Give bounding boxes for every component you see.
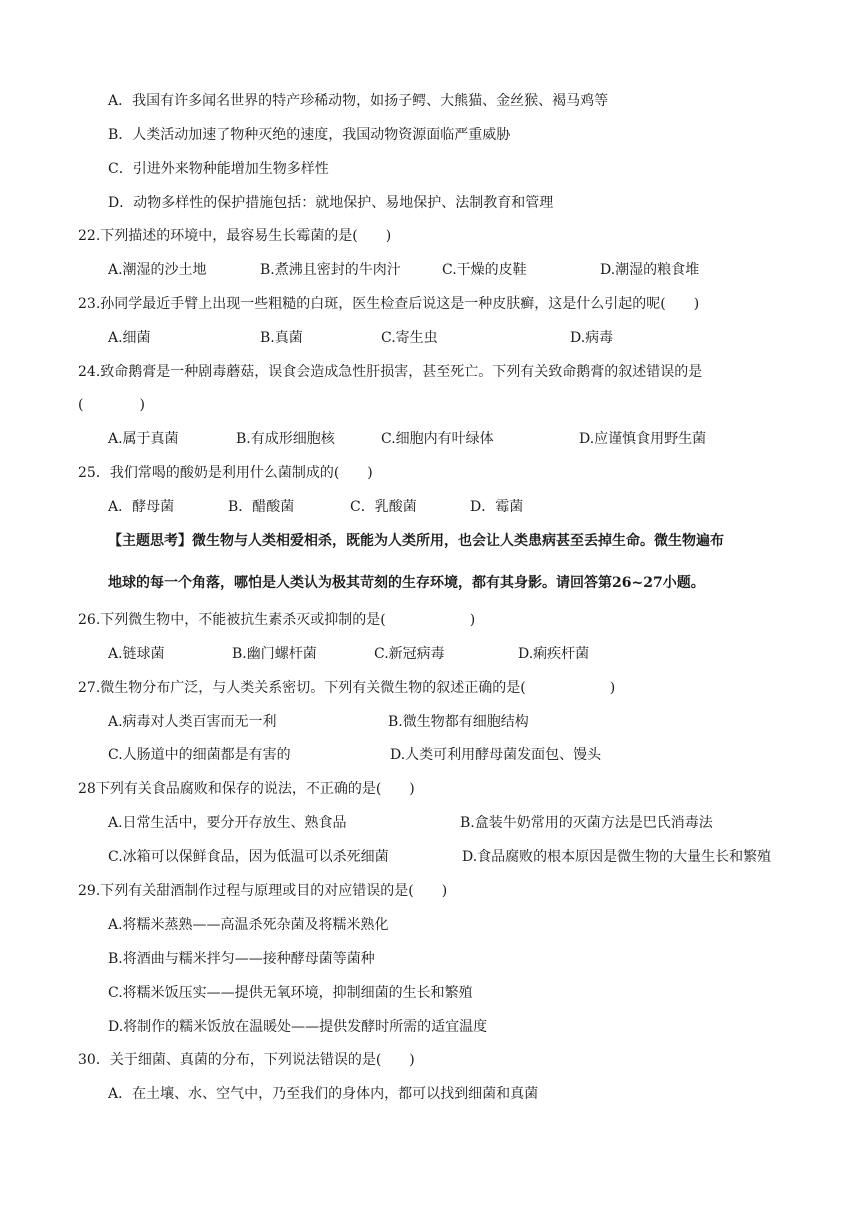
question-24-stem-cont: ( ) (78, 397, 145, 413)
option-25-a: A．酵母菌 (108, 499, 175, 515)
option-30-a: A．在土壤、水、空气中，乃至我们的身体内，都可以找到细菌和真菌 (108, 1086, 539, 1102)
option-22-c: C.干燥的皮鞋 (442, 262, 527, 278)
question-30-stem: 30．关于细菌、真菌的分布，下列说法错误的是( ) (78, 1052, 415, 1068)
option-28-b: B.盒装牛奶常用的灭菌方法是巴氏消毒法 (460, 815, 713, 831)
option-27-a: A.病毒对人类百害而无一利 (108, 714, 277, 730)
option-24-c: C.细胞内有叶绿体 (381, 431, 494, 447)
question-29-stem: 29.下列有关甜酒制作过程与原理或目的对应错误的是( ) (78, 883, 448, 899)
question-26-stem: 26.下列微生物中，不能被抗生素杀灭或抑制的是( ) (78, 612, 476, 628)
option-24-b: B.有成形细胞核 (236, 431, 335, 447)
option-28-a: A.日常生活中，要分开存放生、熟食品 (108, 815, 347, 831)
option-25-b: B．醋酸菌 (228, 499, 295, 515)
option-27-b: B.微生物都有细胞结构 (388, 714, 529, 730)
question-23-stem: 23.孙同学最近手臂上出现一些粗糙的白斑，医生检查后说这是一种皮肤癣，这是什么引起的呢( ) (78, 296, 700, 312)
option-26-c: C.新冠病毒 (374, 646, 445, 662)
option-26-b: B.幽门螺杆菌 (232, 646, 317, 662)
option-21-a: A．我国有许多闻名世界的特产珍稀动物，如扬子鳄、大熊猫、金丝猴、褐马鸡等 (108, 93, 609, 109)
option-27-c: C.人肠道中的细菌都是有害的 (108, 747, 291, 763)
option-29-d: D.将制作的糯米饭放在温暖处——提供发酵时所需的适宜温度 (108, 1019, 488, 1035)
question-25-stem: 25．我们常喝的酸奶是利用什么菌制成的( ) (78, 465, 373, 481)
option-26-d: D.痢疾杆菌 (518, 646, 590, 662)
option-22-b: B.煮沸且密封的牛肉汁 (260, 262, 401, 278)
option-21-b: B．人类活动加速了物种灭绝的速度，我国动物资源面临严重威胁 (108, 127, 511, 143)
theme-paragraph-line1: 【主题思考】微生物与人类相爱相杀，既能为人类所用，也会让人类患病甚至丢掉生命。微生物遍布 (108, 533, 724, 549)
option-23-c: C.寄生虫 (381, 330, 438, 346)
question-27-stem: 27.微生物分布广泛，与人类关系密切。下列有关微生物的叙述正确的是( ) (78, 680, 616, 696)
question-22-stem: 22.下列描述的环境中，最容易生长霉菌的是( ) (78, 228, 392, 244)
option-21-c: C．引进外来物种能增加生物多样性 (108, 161, 329, 177)
option-28-d: D.食品腐败的根本原因是微生物的大量生长和繁殖 (462, 849, 772, 865)
option-24-d: D.应谨慎食用野生菌 (579, 431, 707, 447)
option-29-a: A.将糯米蒸熟——高温杀死杂菌及将糯米熟化 (108, 917, 389, 933)
theme-paragraph-line2: 地球的每一个角落，哪怕是人类认为极其苛刻的生存环境，都有其身影。请回答第26~27小题。 (108, 575, 705, 591)
question-28-stem: 28下列有关食品腐败和保存的说法，不正确的是( ) (78, 781, 415, 797)
option-25-d: D．霉菌 (470, 499, 524, 515)
option-24-a: A.属于真菌 (108, 431, 179, 447)
option-23-d: D.病毒 (570, 330, 614, 346)
option-22-a: A.潮湿的沙土地 (108, 262, 207, 278)
option-29-c: C.将糯米饭压实——提供无氧环境，抑制细菌的生长和繁殖 (108, 985, 473, 1001)
option-23-b: B.真菌 (260, 330, 303, 346)
option-23-a: A.细菌 (108, 330, 151, 346)
option-29-b: B.将酒曲与糯米拌匀——接种酵母菌等菌种 (108, 951, 375, 967)
option-22-d: D.潮湿的粮食堆 (600, 262, 700, 278)
option-28-c: C.冰箱可以保鲜食品，因为低温可以杀死细菌 (108, 849, 389, 865)
question-24-stem: 24.致命鹅膏是一种剧毒蘑菇，误食会造成急性肝损害，甚至死亡。下列有关致命鹅膏的叙述错误的是 (78, 364, 703, 380)
option-25-c: C．乳酸菌 (350, 499, 417, 515)
option-26-a: A.链球菌 (108, 646, 165, 662)
option-21-d: D．动物多样性的保护措施包括：就地保护、易地保护、法制教育和管理 (108, 195, 554, 211)
option-27-d: D.人类可利用酵母菌发面包、馒头 (390, 747, 602, 763)
